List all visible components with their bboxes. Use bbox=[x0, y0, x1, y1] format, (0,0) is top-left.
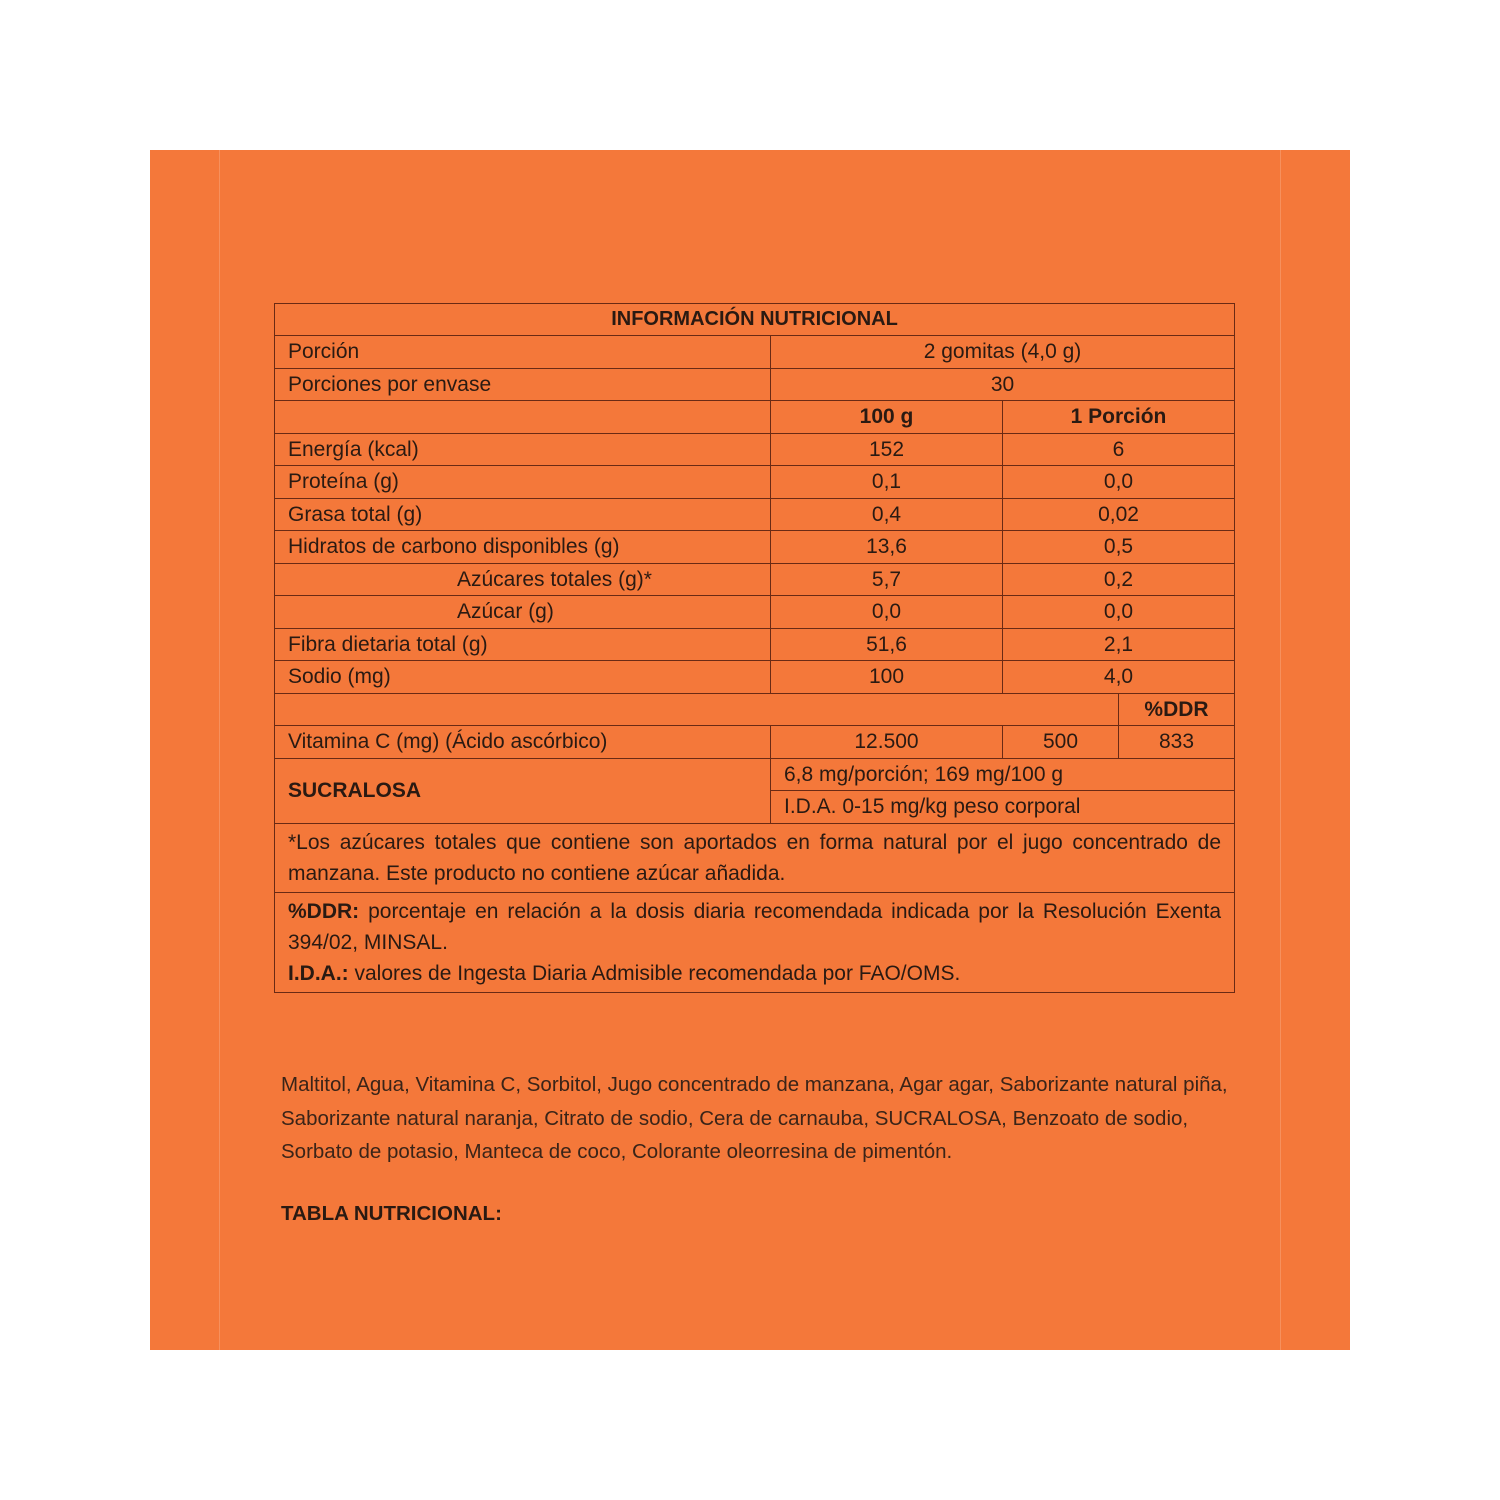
nutrient-per-portion: 0,5 bbox=[1003, 531, 1235, 564]
nutrient-label: Fibra dietaria total (g) bbox=[275, 628, 771, 661]
nutrient-label: Energía (kcal) bbox=[275, 433, 771, 466]
nutrient-row bbox=[275, 563, 1235, 596]
nutrient-row bbox=[275, 433, 1235, 466]
servings-label: Porciones por envase bbox=[275, 368, 771, 401]
nutrient-label: Hidratos de carbono disponibles (g) bbox=[275, 531, 771, 564]
nutrient-per-portion: 4,0 bbox=[1003, 661, 1235, 694]
sugars-note-row bbox=[275, 823, 1235, 892]
nutrient-per100: 152 bbox=[771, 433, 1003, 466]
ida-definition bbox=[288, 958, 1221, 989]
sugars-note-text: *Los azúcares totales que contiene son aportados en forma natural por el jugo concentrado de manzana. Este producto no contiene azúcar añadida. bbox=[288, 830, 1222, 885]
nutrient-row bbox=[275, 596, 1235, 629]
ddr-header-spacer bbox=[275, 693, 1119, 726]
nutrient-label: Azúcares totales (g)* bbox=[275, 563, 771, 596]
nutrient-per100: 0,4 bbox=[771, 498, 1003, 531]
ingredients-list: Maltitol, Agua, Vitamina C, Sorbitol, Jugo concentrado de manzana, Agar agar, Saborizante natural piña, Saborizante natural naranja, Citrato de sodio, Cera de carnauba, SUCRALOSA, Benzoato de sodio, Sorbato de potasio, Manteca de coco, Colorante oleorresina de pimentón. bbox=[281, 1073, 1228, 1163]
nutrient-per-portion: 0,0 bbox=[1003, 596, 1235, 629]
nutrient-per100: 0,0 bbox=[771, 596, 1003, 629]
portion-row bbox=[275, 336, 1235, 369]
header-empty-cell bbox=[275, 401, 771, 434]
servings-row bbox=[275, 368, 1235, 401]
definitions-row bbox=[275, 892, 1235, 992]
nutrient-label: Azúcar (g) bbox=[275, 596, 771, 629]
nutrient-label: Grasa total (g) bbox=[275, 498, 771, 531]
vitc-per100: 12.500 bbox=[771, 726, 1003, 759]
sucralosa-amount: 6,8 mg/porción; 169 mg/100 g bbox=[771, 758, 1235, 791]
vitc-label: Vitamina C (mg) (Ácido ascórbico) bbox=[275, 726, 771, 759]
fold-guide-left bbox=[219, 150, 220, 1350]
vitc-portion: 500 bbox=[1003, 726, 1119, 759]
nutrient-per-portion: 0,2 bbox=[1003, 563, 1235, 596]
sugars-note bbox=[275, 823, 1235, 892]
sucralosa-ida: I.D.A. 0-15 mg/kg peso corporal bbox=[771, 791, 1235, 824]
nutrient-per100: 0,1 bbox=[771, 466, 1003, 499]
nutrient-per-portion: 0,02 bbox=[1003, 498, 1235, 531]
portion-value: 2 gomitas (4,0 g) bbox=[771, 336, 1235, 369]
nutrient-per100: 13,6 bbox=[771, 531, 1003, 564]
table-title-row bbox=[275, 304, 1235, 336]
nutrient-row bbox=[275, 531, 1235, 564]
sucralosa-row-1 bbox=[275, 758, 1235, 791]
nutrient-per100: 51,6 bbox=[771, 628, 1003, 661]
fold-guide-right bbox=[1280, 150, 1281, 1350]
nutrient-per-portion: 0,0 bbox=[1003, 466, 1235, 499]
nutrient-row bbox=[275, 498, 1235, 531]
vitamin-c-row bbox=[275, 726, 1235, 759]
ddr-header: %DDR bbox=[1119, 693, 1235, 726]
nutrient-per100: 5,7 bbox=[771, 563, 1003, 596]
nutrient-per100: 100 bbox=[771, 661, 1003, 694]
vitc-ddr: 833 bbox=[1119, 726, 1235, 759]
ida-definition-text: valores de Ingesta Diaria Admisible recomendada por FAO/OMS. bbox=[348, 961, 961, 985]
nutrient-row bbox=[275, 628, 1235, 661]
label-panel bbox=[150, 150, 1350, 1350]
portion-label: Porción bbox=[275, 336, 771, 369]
nutrient-rows bbox=[275, 433, 1235, 693]
ddr-definition-term: %DDR: bbox=[288, 899, 360, 923]
col-portion-header: 1 Porción bbox=[1003, 401, 1235, 434]
definitions bbox=[275, 892, 1235, 992]
nutrient-row bbox=[275, 466, 1235, 499]
ddr-definition-text: porcentaje en relación a la dosis diaria recomendada indicada por la Resolución Exenta 394/02, MINSAL. bbox=[288, 899, 1222, 954]
servings-value: 30 bbox=[771, 368, 1235, 401]
col-100g-header: 100 g bbox=[771, 401, 1003, 434]
nutrition-table bbox=[274, 303, 1235, 993]
column-header-row bbox=[275, 401, 1235, 434]
table-title: INFORMACIÓN NUTRICIONAL bbox=[275, 304, 1235, 336]
nutrient-per-portion: 6 bbox=[1003, 433, 1235, 466]
sucralosa-label: SUCRALOSA bbox=[275, 758, 771, 823]
ddr-definition bbox=[288, 896, 1221, 958]
nutrient-row bbox=[275, 661, 1235, 694]
ida-definition-term: I.D.A.: bbox=[288, 961, 349, 985]
nutrient-label: Proteína (g) bbox=[275, 466, 771, 499]
nutrient-per-portion: 2,1 bbox=[1003, 628, 1235, 661]
ddr-header-row bbox=[275, 693, 1235, 726]
nutrient-label: Sodio (mg) bbox=[275, 661, 771, 694]
tabla-nutricional-heading: TABLA NUTRICIONAL: bbox=[281, 1202, 502, 1225]
